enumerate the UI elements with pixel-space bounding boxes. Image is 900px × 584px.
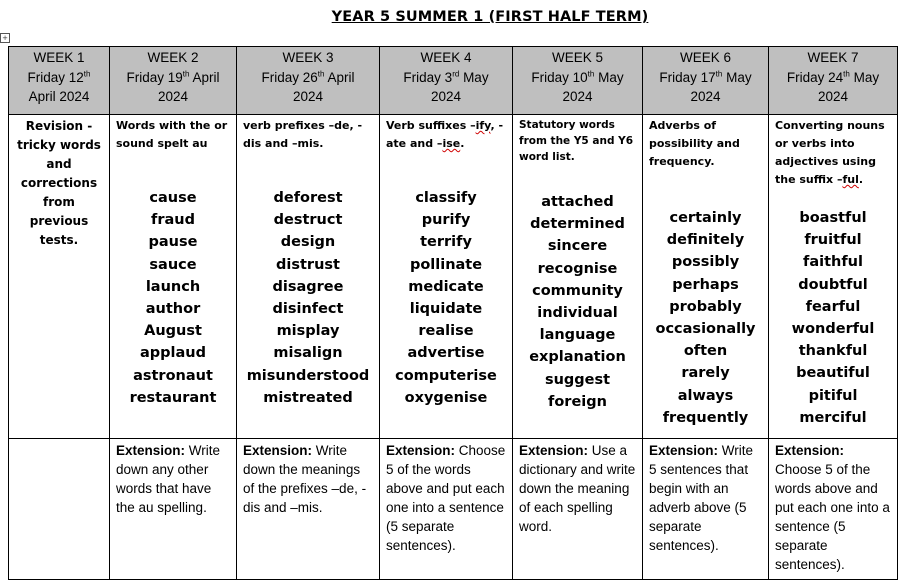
spelling-word: beautiful: [796, 365, 870, 382]
spelling-word: frequently: [662, 409, 749, 426]
week-4-cell: [380, 115, 513, 439]
spelling-word: pause: [148, 234, 198, 251]
week-5-cell: [513, 115, 643, 439]
week-2-cell: [110, 115, 237, 439]
spelling-word: language: [539, 327, 616, 344]
spelling-word: fearful: [805, 298, 861, 315]
spelling-word: recognise: [537, 260, 618, 277]
spelling-word: rarely: [681, 365, 730, 382]
spelling-word: applaud: [139, 345, 206, 362]
spelling-word: pitiful: [808, 387, 858, 404]
spelling-word: merciful: [799, 409, 867, 426]
spelling-word: advertise: [407, 345, 485, 362]
spelling-word: foreign: [548, 393, 607, 410]
week-1-extension-cell: [9, 439, 110, 580]
spelling-word: doubtful: [798, 276, 868, 293]
week-header: WEEK 1 Friday 12th April 2024: [9, 47, 110, 115]
page-title: YEAR 5 SUMMER 1 (FIRST HALF TERM): [331, 9, 649, 25]
spelling-word: wonderful: [791, 321, 875, 338]
spelling-word-list: [513, 191, 642, 413]
spelling-word: realise: [418, 323, 474, 340]
spelling-word: mistreated: [263, 389, 353, 406]
spelling-word: pollinate: [409, 256, 483, 273]
spelling-word-list: [237, 187, 379, 409]
week-5-extension-cell: Extension: Use a dictionary and write down the meaning of each spelling word.: [513, 439, 643, 580]
extension-row: [9, 439, 898, 580]
spelling-word: boastful: [799, 210, 867, 226]
words-row: [9, 115, 898, 439]
spelling-word: always: [677, 387, 734, 404]
spelling-word: possibly: [671, 254, 740, 271]
spelling-word: definitely: [666, 232, 745, 249]
spelling-word: determined: [530, 216, 625, 233]
spelling-word: design: [280, 234, 336, 251]
spelling-word-list: [643, 207, 768, 429]
week-2-extension-cell: Extension: Write down any other words that have the au spelling.: [110, 439, 237, 580]
week-6-cell: [643, 115, 769, 439]
week-6-extension-cell: Extension: Write 5 sentences that begin with an adverb above (5 separate sentences).: [643, 439, 769, 580]
week-header: WEEK 4 Friday 3rd May 2024: [380, 47, 513, 115]
week-topic: Verb suffixes –ify, -ate and –ise.: [386, 119, 504, 150]
spelling-word: oxygenise: [404, 389, 488, 406]
week-header: WEEK 6 Friday 17th May 2024: [643, 47, 769, 115]
header-row: [9, 47, 898, 115]
spelling-word: August: [144, 323, 202, 340]
spelling-word: fruitful: [804, 232, 862, 249]
spelling-word: restaurant: [129, 389, 217, 406]
week-header: WEEK 5 Friday 10th May 2024: [513, 47, 643, 115]
spelling-word: cause: [149, 190, 197, 206]
spelling-word-list: [769, 207, 897, 429]
spelling-word: astronaut: [133, 367, 213, 384]
week-topic: Revision - tricky words and corrections from previous tests.: [17, 119, 101, 247]
week-4-extension-cell: Extension: Choose 5 of the words above and put each one into a sentence (5 separate sentences).: [380, 439, 513, 580]
week-topic: Converting nouns or verbs into adjectives using the suffix –ful.: [775, 119, 885, 186]
spelling-word: fraud: [151, 212, 195, 229]
spelling-word: misunderstood: [246, 367, 370, 384]
spelling-word: community: [532, 282, 623, 299]
week-topic: verb prefixes –de, -dis and –mis.: [243, 119, 363, 150]
spelling-word: disagree: [272, 278, 344, 295]
spelling-word: classify: [415, 190, 477, 206]
spelling-word: disinfect: [272, 301, 344, 318]
spelling-word: sincere: [547, 238, 608, 255]
spelling-word: thankful: [798, 343, 868, 360]
spelling-word: deforest: [273, 190, 343, 206]
spelling-table: [8, 46, 898, 580]
spelling-word: sauce: [149, 256, 197, 273]
week-3-cell: [237, 115, 380, 439]
spelling-word: faithful: [803, 254, 863, 271]
spelling-word: misalign: [273, 345, 343, 362]
spelling-word: launch: [145, 278, 201, 295]
spelling-word: probably: [669, 298, 742, 315]
spelling-word: destruct: [273, 212, 343, 229]
week-header: WEEK 7 Friday 24th May 2024: [769, 47, 898, 115]
week-header: WEEK 3 Friday 26th April 2024: [237, 47, 380, 115]
spelling-word: computerise: [395, 367, 497, 384]
spelling-word: liquidate: [409, 301, 483, 318]
spelling-word-list: [110, 187, 236, 409]
spelling-word: terrify: [420, 234, 472, 251]
spelling-word: distrust: [276, 256, 340, 273]
week-1-cell: [9, 115, 110, 439]
spelling-word: attached: [541, 194, 614, 210]
spelling-word-list: [380, 187, 512, 409]
week-7-cell: [769, 115, 898, 439]
week-3-extension-cell: Extension: Write down the meanings of the prefixes –de, -dis and –mis.: [237, 439, 380, 580]
week-topic: Words with the or sound spelt au: [116, 119, 228, 150]
spelling-word: medicate: [408, 278, 484, 295]
spelling-word: individual: [537, 305, 618, 322]
week-topic: Adverbs of possibility and frequency.: [649, 119, 740, 168]
spelling-word: explanation: [529, 349, 626, 366]
spelling-word: misplay: [276, 323, 340, 340]
table-move-handle-icon[interactable]: +: [0, 33, 10, 43]
week-header: WEEK 2 Friday 19th April 2024: [110, 47, 237, 115]
week-7-extension-cell: Extension: Choose 5 of the words above and put each one into a sentence (5 separate sentences).: [769, 439, 898, 580]
spelling-word: author: [145, 301, 201, 318]
spelling-word: purify: [421, 212, 471, 229]
week-topic: Statutory words from the Y5 and Y6 word list.: [519, 119, 634, 163]
spelling-word: suggest: [544, 371, 611, 388]
spelling-word: occasionally: [655, 321, 756, 338]
spelling-word: certainly: [669, 210, 742, 226]
spelling-word: perhaps: [672, 276, 739, 293]
spelling-word: often: [683, 343, 728, 360]
